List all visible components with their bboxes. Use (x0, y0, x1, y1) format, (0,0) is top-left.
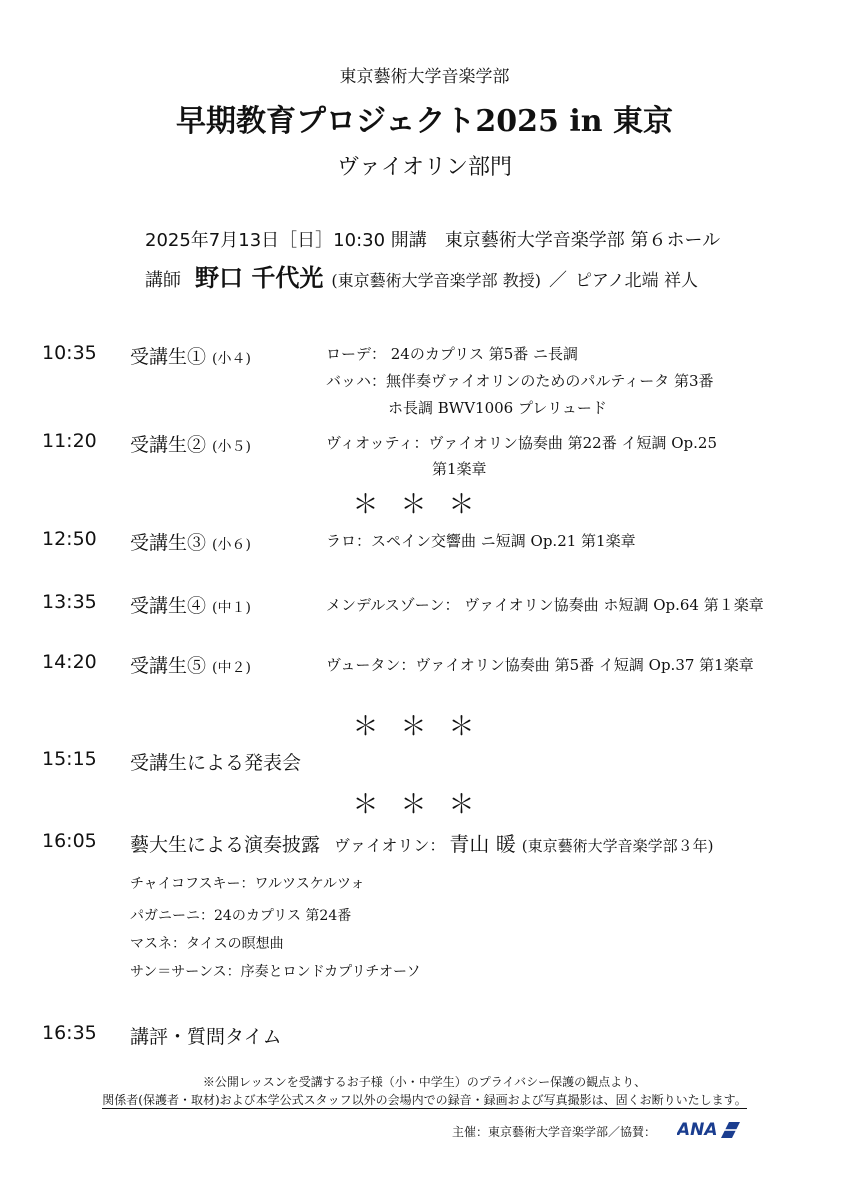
recital-piece: マスネ：タイスの瞑想曲 (130, 936, 284, 952)
student-entry (130, 528, 251, 555)
recital-entry (130, 828, 713, 857)
lecturer-label: 講師 (145, 270, 181, 291)
piece-line: ヴィオッティ：ヴァイオリン協奏曲 第22番 イ短調 Op.25 (326, 434, 717, 452)
presentation-title: 受講生による発表会 (130, 752, 302, 774)
student-grade: (小４) (212, 351, 251, 367)
date-venue-line: 2025年7月13日［日］10:30 開講 東京藝術大学音楽学部 第６ホール (145, 230, 721, 251)
time-slot: 11:20 (42, 430, 97, 452)
department-title: ヴァイオリン部門 (336, 155, 513, 180)
time-slot: 14:20 (42, 651, 97, 673)
performer-name: 青山 暖 (449, 832, 516, 856)
student-grade: (中１) (212, 600, 251, 616)
time-slot: 16:05 (42, 830, 97, 852)
privacy-note-line2 (0, 1091, 849, 1108)
lecturer-separator: ／ (548, 270, 567, 291)
svg-text:ANA: ANA (677, 1120, 718, 1140)
piece-line: メンデルスゾーン： ヴァイオリン協奏曲 ホ短調 Op.64 第１楽章 (326, 596, 764, 614)
time-slot: 16:35 (42, 1022, 97, 1044)
lecturer-affiliation: (東京藝術大学音楽学部 教授) (331, 271, 541, 290)
piece-line: バッハ：無伴奏ヴァイオリンのためのパルティータ 第3番 (326, 372, 714, 390)
page-title: 早期教育プロジェクト2025 in 東京 (176, 104, 673, 139)
student-entry (130, 591, 251, 618)
time-slot: 13:35 (42, 591, 97, 613)
student-grade: (小６) (212, 537, 251, 553)
time-slot: 12:50 (42, 528, 97, 550)
section-divider: ＊＊＊ (352, 790, 497, 820)
recital-instrument: ヴァイオリン： (334, 836, 446, 855)
lecturer-name: 野口 千代光 (195, 264, 324, 292)
student-label: 受講生① (130, 346, 207, 368)
recital-title: 藝大生による演奏披露 (130, 834, 321, 856)
piece-line: 第1楽章 (432, 460, 487, 478)
piece-line: ラロ：スペイン交響曲 ニ短調 Op.21 第1楽章 (326, 532, 636, 550)
student-grade: (中２) (212, 660, 251, 676)
university-name: 東京藝術大学音楽学部 (339, 67, 510, 87)
student-label: 受講生④ (130, 595, 207, 617)
student-label: 受講生⑤ (130, 655, 207, 677)
piece-line: ローデ： 24のカプリス 第5番 ニ長調 (326, 345, 579, 363)
student-entry (130, 651, 251, 678)
piece-line: ヴュータン：ヴァイオリン協奏曲 第5番 イ短調 Op.37 第1楽章 (326, 656, 754, 674)
student-entry (130, 342, 251, 369)
privacy-note-line1: ※公開レッスンを受講するお子様（小・中学生）のプライバシー保護の観点より、 (202, 1075, 647, 1089)
student-entry (130, 430, 251, 457)
review-title: 講評・質問タイム (130, 1026, 282, 1048)
section-divider: ＊＊＊ (352, 712, 497, 742)
privacy-note-text: 関係者(保護者・取材)および本学公式スタッフ以外の会場内での録音・録画および写真撮影は、固くお断りいたします。 (102, 1093, 747, 1107)
ana-logo (677, 1118, 741, 1140)
section-divider: ＊＊＊ (352, 490, 497, 520)
recital-piece: パガニーニ：24のカプリス 第24番 (130, 908, 352, 924)
recital-piece: サン＝サーンス：序奏とロンドカプリチオーソ (130, 964, 421, 980)
pianist-name: ピアノ北端 祥人 (574, 271, 698, 291)
performer-affiliation: (東京藝術大学音楽学部３年) (521, 837, 714, 855)
time-slot: 15:15 (42, 748, 97, 770)
piece-line: ホ長調 BWV1006 プレリュード (388, 399, 607, 417)
lecturer-line (145, 258, 698, 293)
student-label: 受講生③ (130, 532, 207, 554)
organizer-credit: 主催：東京藝術大学音楽学部／協賛： (452, 1125, 657, 1139)
student-label: 受講生② (130, 434, 207, 456)
student-grade: (小５) (212, 439, 251, 455)
recital-piece: チャイコフスキー：ワルツスケルツォ (130, 876, 365, 892)
time-slot: 10:35 (42, 342, 97, 364)
